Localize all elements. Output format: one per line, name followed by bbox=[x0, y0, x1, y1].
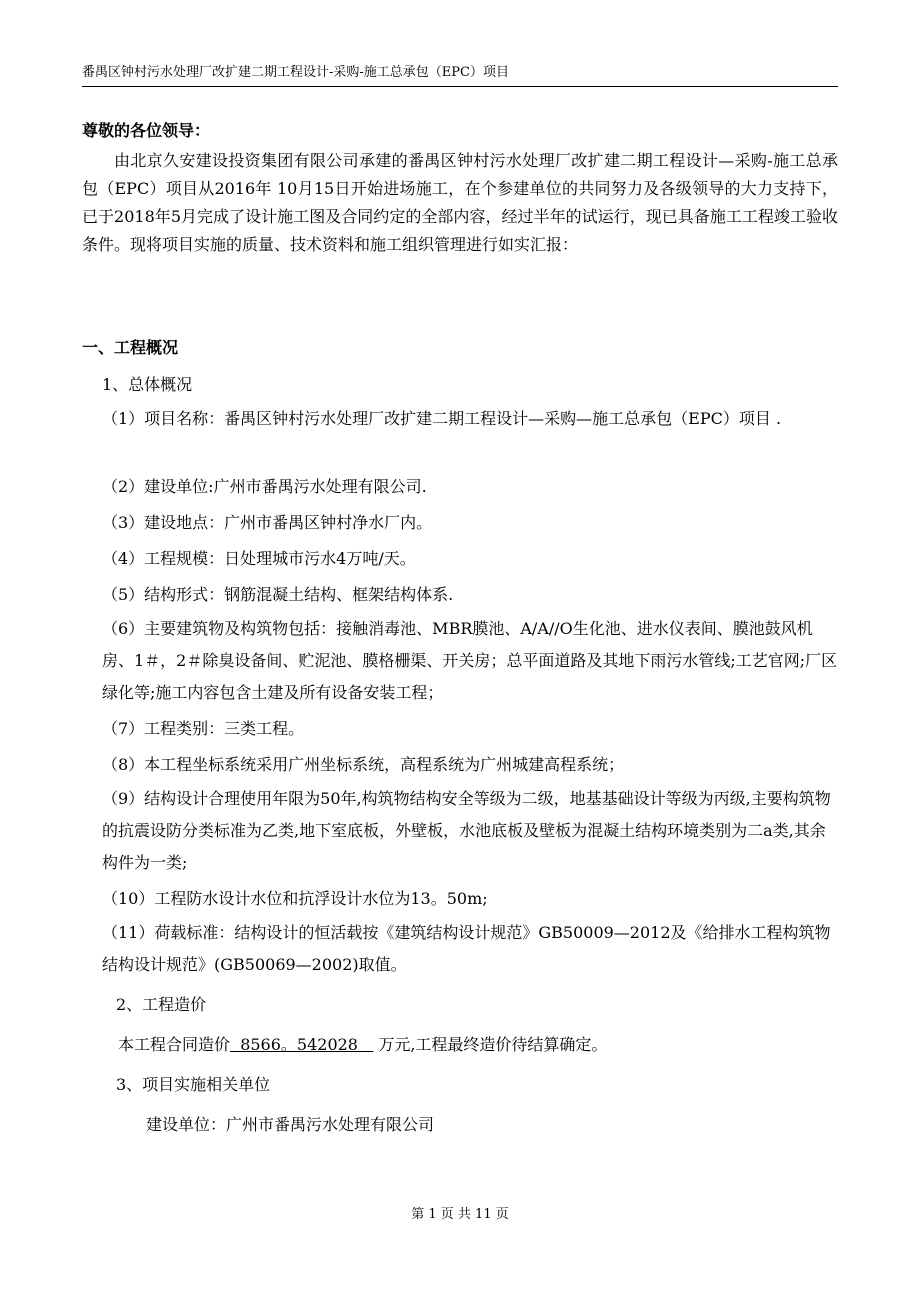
page-header: 番禺区钟村污水处理厂改扩建二期工程设计-采购-施工总承包（EPC）项目 bbox=[82, 64, 838, 87]
subsection-title: 1、总体概况 bbox=[102, 375, 193, 394]
contract-cost-line bbox=[82, 1027, 838, 1063]
list-item: （10）工程防水设计水位和抗浮设计水位为13。50m; bbox=[102, 889, 488, 908]
intro-paragraph: 由北京久安建设投资集团有限公司承建的番禺区钟村污水处理厂改扩建二期工程设计—采购-施工总承包（EPC）项目从2016年 10月15日开始进场施工，在个参建单位的共同努力及各级领导的大力支持下，已于2018年5月完成了设计施工图及合同约定的全部内容，经过半年的试运行，现已具备施工工程竣工验收条件。现将项目实施的质量、技术资料和施工组织管理进行如实汇报： bbox=[82, 151, 838, 254]
cost-prefix: 本工程合同造价 bbox=[118, 1035, 231, 1054]
construction-unit: 建设单位：广州市番禺污水处理有限公司 bbox=[146, 1115, 435, 1134]
list-item: （3）建设地点：广州市番禺区钟村净水厂内。 bbox=[102, 513, 433, 532]
list-item: （5）结构形式：钢筋混凝土结构、框架结构体系. bbox=[102, 585, 454, 604]
section-title: 一、工程概况 bbox=[82, 338, 179, 357]
subsection-title: 2、工程造价 bbox=[116, 995, 207, 1014]
list-item: （9）结构设计合理使用年限为50年,构筑物结构安全等级为二级，地基基础设计等级为丙级,主要构筑物的抗震设防分类标准为乙类,地下室底板，外壁板，水池底板及壁板为混凝土结构环境类别为二a类,其余构件为一类; bbox=[102, 789, 831, 872]
list-item: （6）主要建筑物及构筑物包括：接触消毒池、MBR膜池、A/A//O生化池、进水仪表间、膜池鼓风机房、1＃，2＃除臭设备间、贮泥池、膜格栅渠、开关房；总平面道路及其地下雨污水管线;工艺官网;厂区绿化等;施工内容包含土建及所有设备安装工程； bbox=[102, 619, 838, 702]
list-item: （2）建设单位:广州市番禺污水处理有限公司. bbox=[102, 477, 427, 496]
subsection-title: 3、项目实施相关单位 bbox=[116, 1075, 271, 1094]
list-item: （1）项目名称：番禺区钟村污水处理厂改扩建二期工程设计—采购—施工总承包（EPC）项目 . bbox=[102, 409, 782, 428]
list-item: （11）荷载标准：结构设计的恒活载按《建筑结构设计规范》GB50009—2012及《给排水工程构筑物结构设计规范》(GB50069—2002)取值。 bbox=[102, 923, 831, 974]
page-footer: 第 1 页 共 11 页 bbox=[411, 1207, 509, 1222]
greeting: 尊敬的各位领导： bbox=[82, 121, 211, 140]
cost-suffix: 万元,工程最终造价待结算确定。 bbox=[373, 1035, 608, 1054]
document-body bbox=[82, 117, 838, 1143]
cost-value: 8566。542028 bbox=[230, 1035, 374, 1054]
list-item: （7）工程类别：三类工程。 bbox=[102, 719, 305, 738]
list-item: （4）工程规模：日处理城市污水4万吨/天。 bbox=[102, 549, 416, 568]
list-item: （8）本工程坐标系统采用广州坐标系统，高程系统为广州城建高程系统； bbox=[102, 755, 625, 774]
